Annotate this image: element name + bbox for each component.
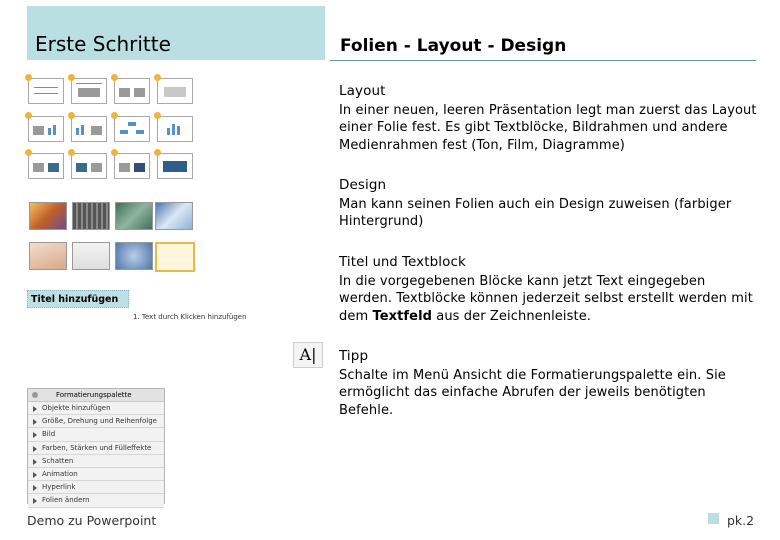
formatting-palette — [27, 388, 165, 504]
tipp-section — [339, 348, 761, 419]
palette-row[interactable]: Farben, Stärken und Fülleffekte — [28, 442, 164, 455]
design-thumb-4[interactable] — [155, 202, 193, 230]
palette-row[interactable]: Bild — [28, 428, 164, 441]
title-placeholder: Titel hinzufügen — [27, 290, 129, 308]
textfield-icon: A| — [293, 342, 323, 368]
title-box — [27, 6, 325, 60]
page-title: Erste Schritte — [35, 32, 171, 56]
tipp-heading: Tipp — [339, 348, 369, 364]
tipp-text: Schalte im Menü Ansicht die Formatierungspalette ein. Sie ermöglicht das einfache Abrufen der jeweils benötigten Befehle. — [339, 367, 726, 418]
design-thumb-3[interactable] — [115, 202, 153, 230]
design-thumb-8[interactable] — [155, 242, 195, 272]
design-thumb-5[interactable] — [29, 242, 67, 270]
palette-row[interactable]: Objekte hinzufügen — [28, 402, 164, 415]
layout-thumb-media-text[interactable] — [114, 153, 150, 179]
footer-label: Demo zu Powerpoint — [27, 513, 157, 528]
palette-row[interactable]: Größe, Drehung und Reihenfolge — [28, 415, 164, 428]
layout-thumb-chart[interactable] — [157, 116, 193, 142]
layout-thumb-title[interactable] — [28, 78, 64, 104]
palette-row[interactable]: Animation — [28, 468, 164, 481]
design-text: Man kann seinen Folien auch ein Design zuweisen (farbiger Hintergrund) — [339, 196, 732, 229]
disclosure-triangle-icon — [33, 472, 37, 478]
layout-thumb-table[interactable] — [157, 78, 193, 104]
palette-header: Formatierungspalette — [28, 389, 164, 402]
layout-thumb-text-chart[interactable] — [71, 116, 107, 142]
disclosure-triangle-icon — [33, 485, 37, 491]
palette-row[interactable]: Hyperlink — [28, 481, 164, 494]
design-heading: Design — [339, 177, 387, 193]
disclosure-triangle-icon — [33, 406, 37, 412]
layout-thumb-two-column[interactable] — [114, 78, 150, 104]
design-thumb-6[interactable] — [72, 242, 110, 270]
layout-thumb-chart-text[interactable] — [28, 116, 64, 142]
palette-row[interactable]: Folien ändern — [28, 494, 164, 507]
disclosure-triangle-icon — [33, 432, 37, 438]
layout-thumb-clipart-text[interactable] — [71, 153, 107, 179]
section-title: Folien - Layout - Design — [340, 36, 567, 56]
disclosure-triangle-icon — [33, 446, 37, 452]
page-number: pk.2 — [727, 513, 755, 528]
footer-marker — [708, 513, 719, 524]
layout-thumb-org[interactable] — [114, 116, 150, 142]
disclosure-triangle-icon — [33, 459, 37, 465]
header-rule — [330, 60, 756, 61]
disclosure-triangle-icon — [33, 419, 37, 425]
layout-section — [339, 83, 761, 154]
titel-heading: Titel und Textblock — [339, 254, 466, 270]
disclosure-triangle-icon — [33, 498, 37, 504]
palette-row[interactable]: Schatten — [28, 455, 164, 468]
bullet-placeholder: 1. Text durch Klicken hinzufügen — [133, 313, 247, 321]
design-thumb-7[interactable] — [115, 242, 153, 270]
design-section — [339, 177, 761, 231]
layout-text: In einer neuen, leeren Präsentation legt man zuerst das Layout einer Folie fest. Es gibt Textblöcke, Bildrahmen und andere Medienrahmen fest (Ton, Film, Diagramme) — [339, 102, 757, 153]
layout-thumb-text[interactable] — [71, 78, 107, 104]
layout-thumb-object[interactable] — [157, 153, 193, 179]
layout-thumb-text-clipart[interactable] — [28, 153, 64, 179]
close-icon[interactable] — [32, 392, 38, 398]
design-thumb-2[interactable] — [72, 202, 110, 230]
titel-section — [339, 254, 761, 325]
titel-text: In die vorgegebenen Blöcke kann jetzt Text eingegeben werden. Textblöcke können jederzeit selbst erstellt werden mit dem Textfeld aus der Zeichnenleiste. — [339, 273, 753, 324]
layout-heading: Layout — [339, 83, 386, 99]
design-thumb-1[interactable] — [29, 202, 67, 230]
